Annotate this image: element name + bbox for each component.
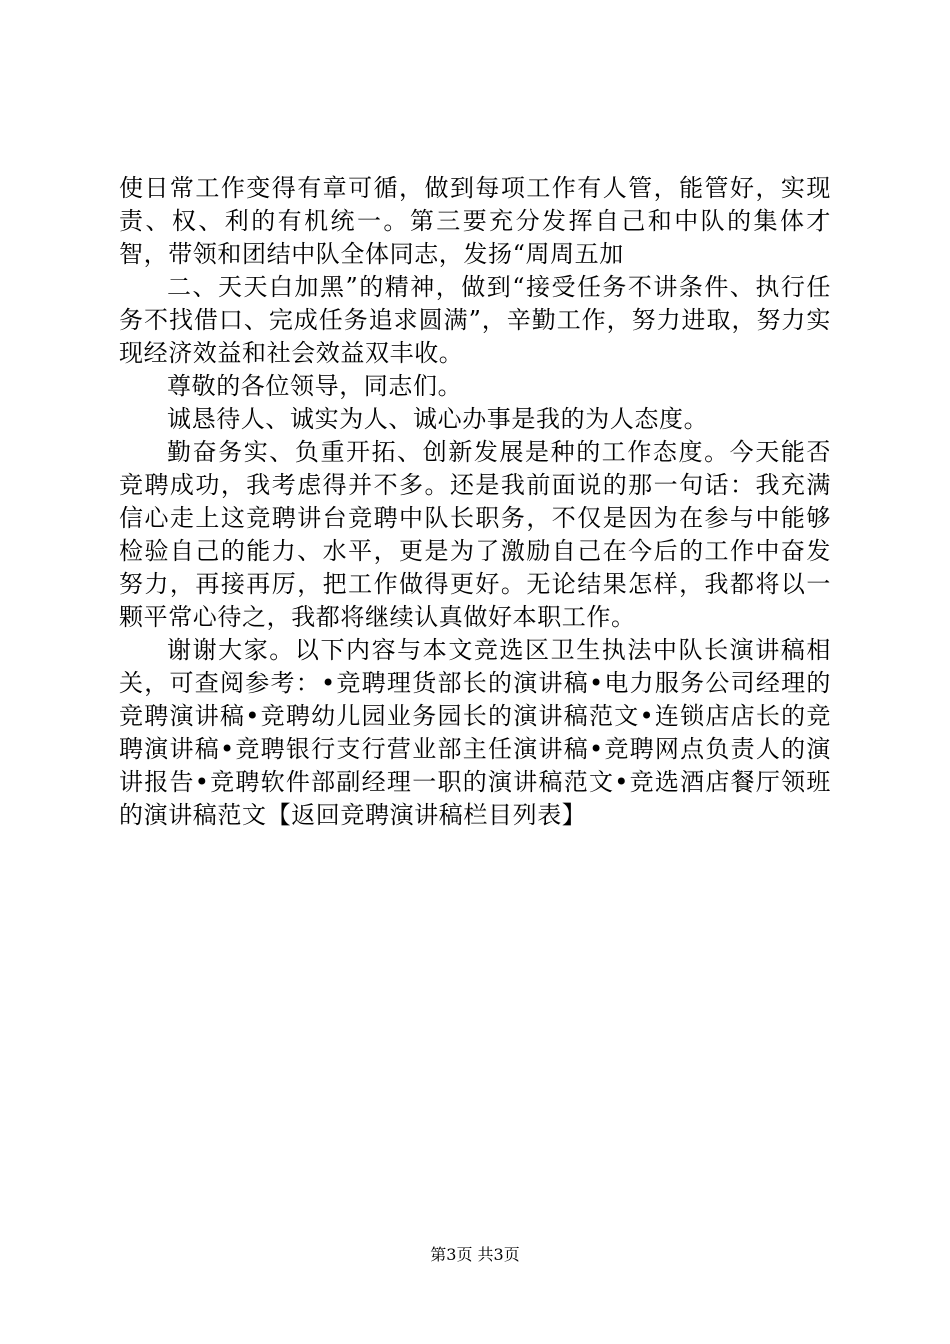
paragraph-4: 诚恳待人、诚实为人、诚心办事是我的为人态度。 bbox=[167, 405, 709, 433]
paragraph-2: 二、天天白加黑”的精神，做到“接受任务不讲条件、执行任务不找借口、完成任务追求圆满”，辛勤工作，努力进取，努力实现经济效益和社会效益双丰收。 bbox=[119, 273, 831, 367]
paragraph-1: 使日常工作变得有章可循，做到每项工作有人管，能管好，实现责、权、利的有机统一。第三要充分发挥自己和中队的集体才智，带领和团结中队全体同志，发扬“周周五加 bbox=[119, 174, 831, 268]
paragraph-3: 尊敬的各位领导，同志们。 bbox=[167, 372, 463, 400]
paragraph-5: 勤奋务实、负重开拓、创新发展是种的工作态度。今天能否竞聘成功，我考虑得并不多。还是我前面说的那一句话：我充满信心走上这竞聘讲台竞聘中队长职务，不仅是因为在参与中能够检验自己的能力、水平，更是为了激励自己在今后的工作中奋发努力，再接再厉，把工作做得更好。无论结果怎样，我都将以一颗平常心待之，我都将继续认真做好本职工作。 bbox=[119, 438, 831, 631]
paragraph-6: 谢谢大家。以下内容与本文竞选区卫生执法中队长演讲稿相关，可查阅参考：•竞聘理货部长的演讲稿•电力服务公司经理的竞聘演讲稿•竞聘幼儿园业务园长的演讲稿范文•连锁店店长的竞聘演讲稿•竞聘银行支行营业部主任演讲稿•竞聘网点负责人的演讲报告•竞聘软件部副经理一职的演讲稿范文•竞选酒店餐厅领班的演讲稿范文【返回竞聘演讲稿栏目列表】 bbox=[119, 636, 831, 829]
document-body bbox=[119, 172, 831, 832]
page-footer: 第3页 共3页 bbox=[430, 1245, 520, 1264]
